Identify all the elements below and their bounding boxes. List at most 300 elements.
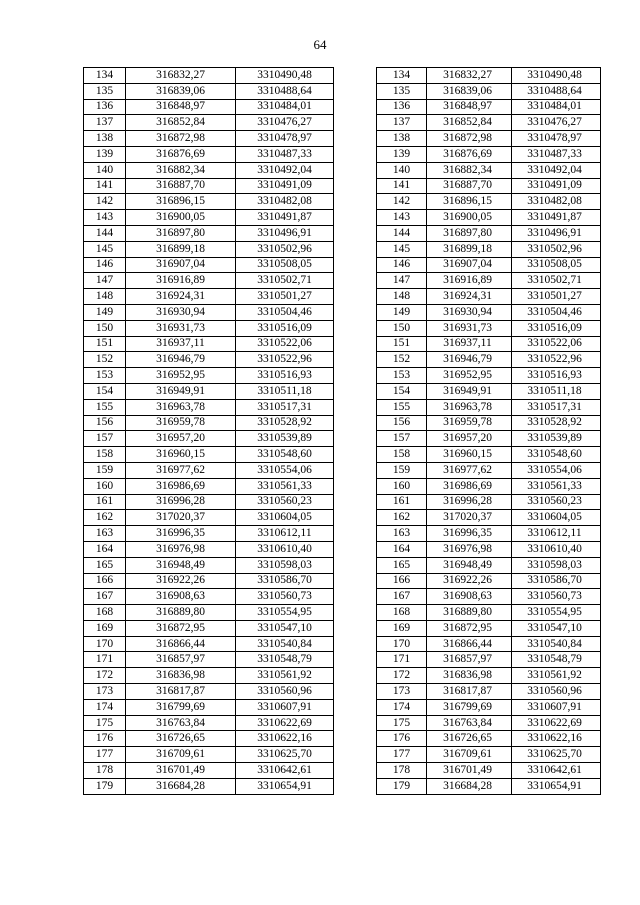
x-coordinate-cell: 316896,15: [427, 194, 512, 210]
x-coordinate-cell: 316996,35: [427, 526, 512, 542]
y-coordinate-cell: 3310522,96: [236, 352, 334, 368]
x-coordinate-cell: 316959,78: [126, 415, 236, 431]
x-coordinate-cell: 316817,87: [427, 684, 512, 700]
table-row: [377, 447, 601, 463]
y-coordinate-cell: 3310492,04: [512, 162, 601, 178]
table-row: [84, 225, 334, 241]
point-number-cell: 154: [377, 383, 427, 399]
x-coordinate-cell: 316876,69: [126, 146, 236, 162]
x-coordinate-cell: 316908,63: [427, 589, 512, 605]
point-number-cell: 173: [84, 684, 126, 700]
x-coordinate-cell: 316948,49: [427, 557, 512, 573]
point-number-cell: 155: [84, 399, 126, 415]
y-coordinate-cell: 3310612,11: [512, 526, 601, 542]
point-number-cell: 142: [377, 194, 427, 210]
table-row: [377, 699, 601, 715]
table-row: [84, 336, 334, 352]
page-number: 64: [313, 37, 327, 52]
x-coordinate-cell: 316976,98: [427, 541, 512, 557]
table-row: [84, 146, 334, 162]
y-coordinate-cell: 3310642,61: [236, 763, 334, 779]
y-coordinate-cell: 3310560,23: [512, 494, 601, 510]
table-row: [377, 747, 601, 763]
x-coordinate-cell: 316889,80: [427, 605, 512, 621]
point-number-cell: 152: [84, 352, 126, 368]
point-number-cell: 147: [377, 273, 427, 289]
table-row: [84, 368, 334, 384]
point-number-cell: 138: [377, 131, 427, 147]
y-coordinate-cell: 3310554,95: [512, 605, 601, 621]
y-coordinate-cell: 3310508,05: [236, 257, 334, 273]
table-row: [377, 99, 601, 115]
point-number-cell: 149: [377, 304, 427, 320]
table-row: [84, 289, 334, 305]
y-coordinate-cell: 3310484,01: [512, 99, 601, 115]
point-number-cell: 169: [84, 620, 126, 636]
table-row: [377, 162, 601, 178]
x-coordinate-cell: 316887,70: [126, 178, 236, 194]
y-coordinate-cell: 3310511,18: [236, 383, 334, 399]
table-row: [84, 684, 334, 700]
y-coordinate-cell: 3310511,18: [512, 383, 601, 399]
x-coordinate-cell: 316986,69: [427, 478, 512, 494]
x-coordinate-cell: 316872,98: [126, 131, 236, 147]
x-coordinate-cell: 316872,95: [427, 620, 512, 636]
y-coordinate-cell: 3310548,60: [512, 447, 601, 463]
y-coordinate-cell: 3310622,69: [512, 715, 601, 731]
x-coordinate-cell: 316907,04: [126, 257, 236, 273]
table-row: [84, 99, 334, 115]
point-number-cell: 140: [84, 162, 126, 178]
point-number-cell: 144: [377, 225, 427, 241]
y-coordinate-cell: 3310490,48: [236, 68, 334, 84]
table-row: [84, 541, 334, 557]
point-number-cell: 134: [84, 68, 126, 84]
x-coordinate-cell: 316882,34: [427, 162, 512, 178]
y-coordinate-cell: 3310560,23: [236, 494, 334, 510]
y-coordinate-cell: 3310501,27: [512, 289, 601, 305]
y-coordinate-cell: 3310561,33: [236, 478, 334, 494]
point-number-cell: 160: [377, 478, 427, 494]
table-row: [84, 304, 334, 320]
x-coordinate-cell: 316959,78: [427, 415, 512, 431]
x-coordinate-cell: 316948,49: [126, 557, 236, 573]
table-row: [84, 715, 334, 731]
table-row: [377, 763, 601, 779]
point-number-cell: 137: [84, 115, 126, 131]
x-coordinate-cell: 316916,89: [427, 273, 512, 289]
x-coordinate-cell: 316799,69: [126, 699, 236, 715]
y-coordinate-cell: 3310516,93: [512, 368, 601, 384]
y-coordinate-cell: 3310502,96: [236, 241, 334, 257]
x-coordinate-cell: 316866,44: [126, 636, 236, 652]
x-coordinate-cell: 316839,06: [126, 83, 236, 99]
y-coordinate-cell: 3310586,70: [512, 573, 601, 589]
x-coordinate-cell: 316839,06: [427, 83, 512, 99]
y-coordinate-cell: 3310482,08: [512, 194, 601, 210]
table-row: [377, 320, 601, 336]
y-coordinate-cell: 3310478,97: [236, 131, 334, 147]
x-coordinate-cell: 316701,49: [427, 763, 512, 779]
x-coordinate-cell: 316899,18: [126, 241, 236, 257]
point-number-cell: 148: [377, 289, 427, 305]
x-coordinate-cell: 316996,35: [126, 526, 236, 542]
x-coordinate-cell: 316996,28: [427, 494, 512, 510]
table-row: [377, 510, 601, 526]
y-coordinate-cell: 3310548,79: [512, 652, 601, 668]
coordinates-table-left: [83, 67, 334, 795]
table-row: [377, 684, 601, 700]
point-number-cell: 145: [84, 241, 126, 257]
y-coordinate-cell: 3310491,87: [236, 210, 334, 226]
point-number-cell: 170: [377, 636, 427, 652]
y-coordinate-cell: 3310654,91: [236, 778, 334, 794]
table-row: [84, 778, 334, 794]
y-coordinate-cell: 3310560,73: [512, 589, 601, 605]
x-coordinate-cell: 316930,94: [126, 304, 236, 320]
x-coordinate-cell: 316949,91: [427, 383, 512, 399]
point-number-cell: 178: [84, 763, 126, 779]
y-coordinate-cell: 3310517,31: [512, 399, 601, 415]
table-row: [84, 447, 334, 463]
x-coordinate-cell: 316908,63: [126, 589, 236, 605]
table-row: [377, 194, 601, 210]
y-coordinate-cell: 3310598,03: [236, 557, 334, 573]
point-number-cell: 165: [84, 557, 126, 573]
x-coordinate-cell: 316952,95: [427, 368, 512, 384]
y-coordinate-cell: 3310496,91: [236, 225, 334, 241]
table-row: [377, 715, 601, 731]
x-coordinate-cell: 316924,31: [427, 289, 512, 305]
point-number-cell: 139: [377, 146, 427, 162]
y-coordinate-cell: 3310491,09: [512, 178, 601, 194]
y-coordinate-cell: 3310561,92: [236, 668, 334, 684]
table-row: [84, 352, 334, 368]
x-coordinate-cell: 316836,98: [126, 668, 236, 684]
table-row: [377, 431, 601, 447]
x-coordinate-cell: 316848,97: [427, 99, 512, 115]
point-number-cell: 135: [84, 83, 126, 99]
x-coordinate-cell: 316960,15: [427, 447, 512, 463]
x-coordinate-cell: 316931,73: [126, 320, 236, 336]
y-coordinate-cell: 3310528,92: [236, 415, 334, 431]
point-number-cell: 135: [377, 83, 427, 99]
point-number-cell: 153: [377, 368, 427, 384]
point-number-cell: 144: [84, 225, 126, 241]
x-coordinate-cell: 316726,65: [427, 731, 512, 747]
table-row: [84, 241, 334, 257]
x-coordinate-cell: 316916,89: [126, 273, 236, 289]
x-coordinate-cell: 316897,80: [126, 225, 236, 241]
table-row: [377, 573, 601, 589]
table-row: [84, 605, 334, 621]
y-coordinate-cell: 3310501,27: [236, 289, 334, 305]
point-number-cell: 174: [84, 699, 126, 715]
table-row: [84, 383, 334, 399]
table-row: [84, 699, 334, 715]
point-number-cell: 145: [377, 241, 427, 257]
x-coordinate-cell: 316872,98: [427, 131, 512, 147]
y-coordinate-cell: 3310522,96: [512, 352, 601, 368]
point-number-cell: 158: [377, 447, 427, 463]
x-coordinate-cell: 316900,05: [427, 210, 512, 226]
table-row: [84, 763, 334, 779]
table-row: [377, 257, 601, 273]
y-coordinate-cell: 3310561,92: [512, 668, 601, 684]
x-coordinate-cell: 316922,26: [427, 573, 512, 589]
table-row: [84, 731, 334, 747]
y-coordinate-cell: 3310488,64: [512, 83, 601, 99]
x-coordinate-cell: 316899,18: [427, 241, 512, 257]
coordinates-table-right: [376, 67, 601, 795]
x-coordinate-cell: 316726,65: [126, 731, 236, 747]
point-number-cell: 152: [377, 352, 427, 368]
table-row: [84, 668, 334, 684]
x-coordinate-cell: 316887,70: [427, 178, 512, 194]
point-number-cell: 149: [84, 304, 126, 320]
point-number-cell: 176: [377, 731, 427, 747]
point-number-cell: 138: [84, 131, 126, 147]
y-coordinate-cell: 3310642,61: [512, 763, 601, 779]
point-number-cell: 167: [377, 589, 427, 605]
point-number-cell: 154: [84, 383, 126, 399]
table-row: [377, 241, 601, 257]
table-row: [84, 320, 334, 336]
x-coordinate-cell: 317020,37: [427, 510, 512, 526]
x-coordinate-cell: 316897,80: [427, 225, 512, 241]
x-coordinate-cell: 316896,15: [126, 194, 236, 210]
point-number-cell: 156: [84, 415, 126, 431]
x-coordinate-cell: 317020,37: [126, 510, 236, 526]
y-coordinate-cell: 3310508,05: [512, 257, 601, 273]
point-number-cell: 153: [84, 368, 126, 384]
table-row: [377, 146, 601, 162]
point-number-cell: 157: [84, 431, 126, 447]
x-coordinate-cell: 316852,84: [427, 115, 512, 131]
x-coordinate-cell: 316889,80: [126, 605, 236, 621]
y-coordinate-cell: 3310607,91: [512, 699, 601, 715]
x-coordinate-cell: 316957,20: [126, 431, 236, 447]
point-number-cell: 171: [377, 652, 427, 668]
y-coordinate-cell: 3310516,09: [512, 320, 601, 336]
table-row: [84, 526, 334, 542]
point-number-cell: 175: [84, 715, 126, 731]
table-row: [377, 399, 601, 415]
point-number-cell: 163: [84, 526, 126, 542]
table-row: [84, 162, 334, 178]
x-coordinate-cell: 316872,95: [126, 620, 236, 636]
y-coordinate-cell: 3310502,71: [512, 273, 601, 289]
table-row: [84, 557, 334, 573]
x-coordinate-cell: 316852,84: [126, 115, 236, 131]
table-row: [377, 352, 601, 368]
point-number-cell: 155: [377, 399, 427, 415]
x-coordinate-cell: 316857,97: [427, 652, 512, 668]
table-row: [377, 289, 601, 305]
table-row: [84, 131, 334, 147]
table-row: [377, 178, 601, 194]
table-row: [377, 304, 601, 320]
table-row: [84, 652, 334, 668]
x-coordinate-cell: 316857,97: [126, 652, 236, 668]
table-row: [84, 257, 334, 273]
y-coordinate-cell: 3310548,79: [236, 652, 334, 668]
x-coordinate-cell: 316931,73: [427, 320, 512, 336]
point-number-cell: 150: [84, 320, 126, 336]
y-coordinate-cell: 3310610,40: [236, 541, 334, 557]
table-row: [377, 526, 601, 542]
point-number-cell: 171: [84, 652, 126, 668]
x-coordinate-cell: 316876,69: [427, 146, 512, 162]
y-coordinate-cell: 3310476,27: [512, 115, 601, 131]
point-number-cell: 151: [84, 336, 126, 352]
point-number-cell: 157: [377, 431, 427, 447]
x-coordinate-cell: 316963,78: [126, 399, 236, 415]
table-row: [377, 605, 601, 621]
x-coordinate-cell: 316963,78: [427, 399, 512, 415]
y-coordinate-cell: 3310554,06: [512, 462, 601, 478]
y-coordinate-cell: 3310547,10: [236, 620, 334, 636]
y-coordinate-cell: 3310516,09: [236, 320, 334, 336]
x-coordinate-cell: 316701,49: [126, 763, 236, 779]
x-coordinate-cell: 316976,98: [126, 541, 236, 557]
y-coordinate-cell: 3310484,01: [236, 99, 334, 115]
y-coordinate-cell: 3310522,06: [236, 336, 334, 352]
table-row: [84, 210, 334, 226]
y-coordinate-cell: 3310560,73: [236, 589, 334, 605]
point-number-cell: 160: [84, 478, 126, 494]
y-coordinate-cell: 3310487,33: [236, 146, 334, 162]
table-row: [377, 541, 601, 557]
point-number-cell: 151: [377, 336, 427, 352]
table-row: [84, 589, 334, 605]
y-coordinate-cell: 3310539,89: [236, 431, 334, 447]
table-row: [377, 778, 601, 794]
point-number-cell: 136: [377, 99, 427, 115]
point-number-cell: 143: [377, 210, 427, 226]
x-coordinate-cell: 316952,95: [126, 368, 236, 384]
table-row: [84, 415, 334, 431]
y-coordinate-cell: 3310561,33: [512, 478, 601, 494]
table-row: [377, 68, 601, 84]
x-coordinate-cell: 316924,31: [126, 289, 236, 305]
y-coordinate-cell: 3310560,96: [512, 684, 601, 700]
table-row: [377, 557, 601, 573]
y-coordinate-cell: 3310496,91: [512, 225, 601, 241]
y-coordinate-cell: 3310539,89: [512, 431, 601, 447]
x-coordinate-cell: 316882,34: [126, 162, 236, 178]
x-coordinate-cell: 316832,27: [427, 68, 512, 84]
table-row: [377, 83, 601, 99]
point-number-cell: 167: [84, 589, 126, 605]
y-coordinate-cell: 3310528,92: [512, 415, 601, 431]
point-number-cell: 177: [84, 747, 126, 763]
table-row: [377, 731, 601, 747]
point-number-cell: 146: [377, 257, 427, 273]
y-coordinate-cell: 3310547,10: [512, 620, 601, 636]
y-coordinate-cell: 3310522,06: [512, 336, 601, 352]
point-number-cell: 176: [84, 731, 126, 747]
x-coordinate-cell: 316866,44: [427, 636, 512, 652]
point-number-cell: 158: [84, 447, 126, 463]
x-coordinate-cell: 316799,69: [427, 699, 512, 715]
table-row: [84, 510, 334, 526]
table-row: [84, 115, 334, 131]
y-coordinate-cell: 3310560,96: [236, 684, 334, 700]
point-number-cell: 139: [84, 146, 126, 162]
y-coordinate-cell: 3310612,11: [236, 526, 334, 542]
table-row: [377, 415, 601, 431]
y-coordinate-cell: 3310604,05: [512, 510, 601, 526]
point-number-cell: 136: [84, 99, 126, 115]
point-number-cell: 141: [377, 178, 427, 194]
table-row: [377, 652, 601, 668]
table-row: [377, 210, 601, 226]
y-coordinate-cell: 3310517,31: [236, 399, 334, 415]
y-coordinate-cell: 3310492,04: [236, 162, 334, 178]
y-coordinate-cell: 3310488,64: [236, 83, 334, 99]
point-number-cell: 161: [377, 494, 427, 510]
point-number-cell: 169: [377, 620, 427, 636]
point-number-cell: 166: [377, 573, 427, 589]
point-number-cell: 168: [84, 605, 126, 621]
table-row: [84, 68, 334, 84]
table-row: [377, 668, 601, 684]
y-coordinate-cell: 3310540,84: [236, 636, 334, 652]
y-coordinate-cell: 3310622,16: [512, 731, 601, 747]
y-coordinate-cell: 3310625,70: [236, 747, 334, 763]
point-number-cell: 156: [377, 415, 427, 431]
x-coordinate-cell: 316684,28: [427, 778, 512, 794]
table-row: [84, 194, 334, 210]
table-row: [377, 273, 601, 289]
x-coordinate-cell: 316922,26: [126, 573, 236, 589]
y-coordinate-cell: 3310610,40: [512, 541, 601, 557]
y-coordinate-cell: 3310598,03: [512, 557, 601, 573]
table-row: [84, 462, 334, 478]
table-row: [84, 83, 334, 99]
y-coordinate-cell: 3310586,70: [236, 573, 334, 589]
point-number-cell: 161: [84, 494, 126, 510]
table-row: [84, 636, 334, 652]
x-coordinate-cell: 316977,62: [427, 462, 512, 478]
table-row: [377, 336, 601, 352]
table-row: [84, 273, 334, 289]
x-coordinate-cell: 316930,94: [427, 304, 512, 320]
point-number-cell: 179: [377, 778, 427, 794]
point-number-cell: 140: [377, 162, 427, 178]
point-number-cell: 141: [84, 178, 126, 194]
x-coordinate-cell: 316836,98: [427, 668, 512, 684]
y-coordinate-cell: 3310491,09: [236, 178, 334, 194]
point-number-cell: 134: [377, 68, 427, 84]
point-number-cell: 159: [377, 462, 427, 478]
table-row: [84, 478, 334, 494]
x-coordinate-cell: 316907,04: [427, 257, 512, 273]
x-coordinate-cell: 316977,62: [126, 462, 236, 478]
x-coordinate-cell: 316709,61: [427, 747, 512, 763]
x-coordinate-cell: 316937,11: [126, 336, 236, 352]
point-number-cell: 142: [84, 194, 126, 210]
x-coordinate-cell: 316832,27: [126, 68, 236, 84]
point-number-cell: 170: [84, 636, 126, 652]
x-coordinate-cell: 316684,28: [126, 778, 236, 794]
y-coordinate-cell: 3310622,69: [236, 715, 334, 731]
y-coordinate-cell: 3310554,06: [236, 462, 334, 478]
x-coordinate-cell: 316709,61: [126, 747, 236, 763]
table-row: [377, 636, 601, 652]
point-number-cell: 165: [377, 557, 427, 573]
